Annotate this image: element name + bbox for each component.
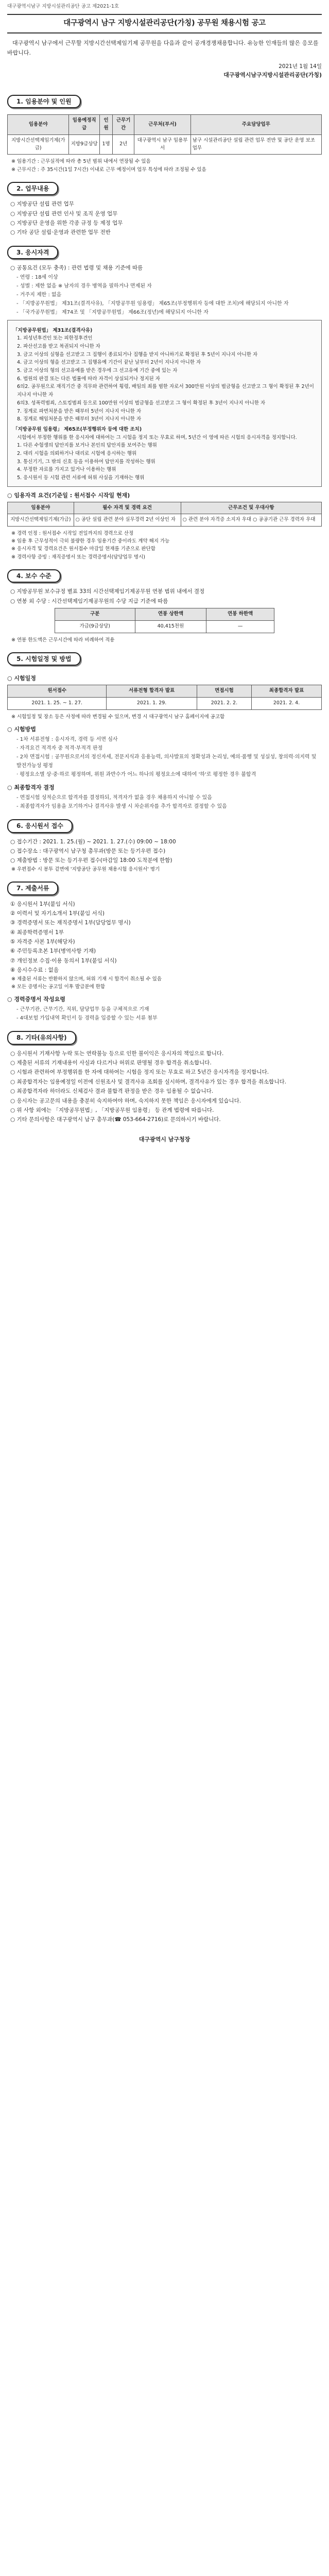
list-item: ② 이력서 및 자기소개서 1부(붙임 서식) [10,910,105,917]
section-5-heading: 5. 시험일정 및 방법 [7,652,81,666]
table-header: 근무조건 및 우대사항 [181,502,321,514]
qualification-table [7,502,322,527]
list-item: ○ 지방공단 설립 관련 업무 [10,201,74,208]
table-cell: 2021. 2. 2. [197,698,251,710]
legal-line: 7. 징계로 파면처분을 받은 때부터 5년이 지나지 아니한 자 [17,408,142,414]
list-item: · 평정요소별 상·중·하로 평정하며, 위원 과반수가 어느 하나의 평정요소에 대하여 '하'로 평정한 경우 불합격 [16,772,256,778]
legal-line: 2. 대리 시험을 의뢰하거나 대리로 시험에 응시하는 행위 [17,450,137,456]
schedule-table [7,685,322,709]
table-header: 연봉 상한액 [135,608,206,621]
salary-table [55,608,275,633]
list-item: ○ 공통요건 (모두 충족) : 관련 법령 및 채용 기준에 따름 [10,265,143,272]
table-header: 임용예정직급 [69,115,100,134]
legal-line: 1. 피성년후견인 또는 피한정후견인 [17,335,93,342]
section-note: ※ 임용기간 : 근무실적에 따라 총 5년 범위 내에서 연장될 수 있음 [11,159,151,165]
table-header: 근무기간 [113,115,134,134]
list-item: ○ 시험과 관련하여 부정행위를 한 자에 대하여는 시험을 정지 또는 무효로 하고 5년간 응시자격을 정지합니다. [10,1069,269,1076]
table-cell: 지방시간선택제임기제(가급) [8,514,74,527]
section-note: ※ 임용 후 근무성적이 극히 불량한 경우 임용기간 중이라도 계약 해지 가능 [11,538,170,545]
table-header: 임용분야 [8,115,69,134]
legal-line: 6. 법원의 판결 또는 다른 법률에 따라 자격이 상실되거나 정지된 자 [17,376,160,382]
list-item: ○ 접수장소 : 대구광역시 남구청 총무과(방문 또는 등기우편 접수) [10,848,166,855]
list-item: ④ 최종학력증명서 1부 [10,929,64,936]
list-item: ① 응시원서 1부(붙임 서식) [10,901,75,907]
table-cell: 40,415천원 [135,620,206,633]
table-cell: 지방시간선택제임기제(가급) [8,134,69,154]
table-header: 임용분야 [8,502,74,514]
table-cell: 2년 [113,134,134,154]
list-item: - 4대보험 가입내역 확인서 등 경력을 입증할 수 있는 서류 첨부 [16,1015,158,1022]
list-item: - 「국가공무원법」 제74조 및 「지방공무원법」 제66조(정년)에 해당되지 아니한 자 [16,309,209,315]
table-cell: — [206,620,274,633]
announce-org: 대구광역시남구지방시설관리공단(가칭) [223,71,322,78]
table-header: 연봉 하한액 [206,608,274,621]
table-cell: 대구광역시 남구 임용부서 [134,134,191,154]
list-item: ○ 연봉 외 수당 : 시간선택제임기제공무원의 수당 지급 기준에 따름 [10,598,168,604]
section-note: ※ 경력 인정 : 원서접수 시작일 전일까지의 경력으로 산정 [11,531,134,537]
list-item: - 성별 : 제한 없음 ※ 남자의 경우 병역을 필하거나 면제된 자 [16,283,152,289]
table-header: 원서접수 [8,685,107,698]
legal-box [7,320,322,487]
list-item: ○ 제출된 서류의 기재내용이 사실과 다르거나 허위로 판명될 경우 합격을 취소합니다. [10,1060,212,1066]
list-item: - 근무기관, 근무기간, 직위, 담당업무 등을 구체적으로 기재 [16,1007,149,1013]
list-item: ⑦ 개인정보 수집·이용 동의서 1부(붙임 서식) [10,957,117,964]
subsection-title: ○ 임용자격 요건(기준일 : 원서접수 시작일 현재) [7,492,130,499]
legal-line: 5. 금고 이상의 형의 선고유예를 받은 경우에 그 선고유예 기간 중에 있는 자 [17,368,178,374]
section-1-heading: 1. 임용분야 및 인원 [7,95,81,109]
table-header: 서류전형 합격자 발표 [107,685,197,698]
list-item: ○ 최종합격자는 임용예정일 이전에 신원조사 및 결격사유 조회를 실시하며, 결격사유가 있는 경우 합격을 취소합니다. [10,1078,286,1085]
legal-line: 3. 금고 이상의 실형을 선고받고 그 집행이 종료되거나 집행을 받지 아니하기로 확정된 후 5년이 지나지 아니한 자 [17,351,258,358]
list-item: - 거주지 제한 : 없음 [16,292,62,298]
list-item: ○ 지방공무원 보수규정 별표 33의 시간선택제임기제공무원 연봉 범위 내에서 결정 [10,588,205,595]
table-header: 필수 자격 및 경력 요건 [74,502,181,514]
table-header: 주요담당업무 [191,115,321,134]
table-header: 구분 [55,608,135,621]
table-header: 최종합격자 발표 [252,685,322,698]
list-item: ○ 최종합격자라 하더라도 신체검사 결과 불합격 판정을 받은 경우 임용될 수 없습니다. [10,1088,214,1095]
table-header: 근무처(부서) [134,115,191,134]
list-item: ○ 접수기간 : 2021. 1. 25.(월) ~ 2021. 1. 27.(수) 09:00 ~ 18:00 [10,838,176,845]
section-note: ※ 시험일정 및 장소 등은 사정에 따라 변경될 수 있으며, 변경 시 대구광역시 남구 홈페이지에 공고함 [11,714,225,720]
list-item: ○ 지방공단 운영을 위한 각종 규정 등 제정 업무 [10,220,123,227]
list-item: - 2차 면접시험 : 공무원으로서의 정신자세, 전문지식과 응용능력, 의사발표의 정확성과 논리성, 예의·품행 및 성실성, 창의력·의지력 및 발전가능성 평정 [16,754,317,769]
section-note: ※ 제출된 서류는 반환하지 않으며, 허위 기재 시 합격이 취소될 수 있음 [11,976,162,982]
legal-line: 6의2. 공무원으로 재직기간 중 직무와 관련하여 횡령, 배임의 죄를 범한 자로서 300만원 이상의 벌금형을 선고받고 그 형이 확정된 후 2년이 지나지 아니한 자 [17,384,314,398]
section-6-heading: 6. 응시원서 접수 [7,819,73,833]
list-item: ○ 응시자는 공고문의 내용을 충분히 숙지하여야 하며, 숙지하지 못한 책임은 응시자에게 있습니다. [10,1097,241,1104]
list-item: ⑥ 주민등록초본 1부(병역사항 기재) [10,948,96,955]
section-note: ※ 경력사항 증빙 : 재직증명서 또는 경력증명서(담당업무 명시) [11,554,145,560]
legal-line: 5. 응시원서 등 시험 관련 서류에 허위 사실을 기재하는 행위 [17,474,145,481]
legal-line: 1. 다른 수험생의 답안지를 보거나 본인의 답안지를 보여주는 행위 [17,443,157,449]
legal-line: 2. 파산선고를 받고 복권되지 아니한 자 [17,344,100,350]
table-header: 면접시험 [197,685,251,698]
list-item: ⑧ 응시수수료 : 없음 [10,967,59,974]
legal-line: 3. 통신기기, 그 밖의 신호 등을 이용하여 답안지를 작성하는 행위 [17,459,155,465]
section-note: ※ 연봉 한도액은 근무시간에 따라 비례하여 적용 [11,637,115,643]
legal-box-heading: 「지방공무원법」 제31조(결격사유) [13,327,93,333]
legal-line: 4. 금고 이상의 형을 선고받고 그 집행유예 기간이 끝난 날부터 2년이 지나지 아니한 자 [17,360,201,366]
table-cell: 2021. 1. 25. ~ 1. 27. [8,698,107,710]
section-2-heading: 2. 업무내용 [7,182,58,196]
positions-table [7,114,322,155]
subsection-title: ○ 경력증명서 작성요령 [7,995,65,1003]
legal-line: 시험에서 부정한 행위를 한 응시자에 대하여는 그 시험을 정지 또는 무효로 하며, 5년간 이 영에 따른 시험의 응시자격을 정지합니다. [17,434,297,440]
table-cell: 2021. 1. 29. [107,698,197,710]
section-8-heading: 8. 기타(유의사항) [7,1031,76,1045]
section-note: ※ 응시자격 및 경력요건은 원서접수 마감일 현재를 기준으로 판단함 [11,546,155,552]
list-item: - 면접시험 성적순으로 합격자를 결정하되, 적격자가 없을 경우 채용하지 아니할 수 있음 [16,795,212,801]
list-item: ⑤ 자격증 사본 1부(해당자) [10,939,75,945]
list-item: · 자격요건 적격자 중 적격·부적격 판정 [16,745,103,752]
legal-line: 6의3. 성폭력범죄, 스토킹범죄 등으로 100만원 이상의 벌금형을 선고받고 그 형이 확정된 후 3년이 지나지 아니한 자 [17,400,266,406]
list-item: ○ 제출방법 : 방문 또는 등기우편 접수(마감일 18:00 도착분에 한함) [10,857,172,864]
legal-line: 4. 부정한 자료를 가지고 있거나 이용하는 행위 [17,467,116,473]
list-item: ③ 경력증명서 또는 재직증명서 1부(담당업무 명시) [10,920,131,926]
section-note: ※ 근무시간 : 주 35시간(1일 7시간) 이내로 근무 예정이며 업무 특성에 따라 조정될 수 있음 [11,166,206,173]
subsection-title: ○ 최종합격자 결정 [7,784,55,791]
section-note: ※ 모든 증명서는 공고일 이후 발급분에 한함 [11,984,106,990]
subsection-title: ○ 시험일정 [7,675,36,682]
table-cell: ○ 공단 설립 관련 분야 실무경력 2년 이상인 자 [74,514,181,527]
announce-date: 2021년 1월 14일 [279,63,322,70]
table-cell: 지방9급상당 [69,134,100,154]
top-note: 대구광역시남구 지방시설관리공단 공고 제2021-1호 [7,4,119,9]
legal-line: 8. 징계로 해임처분을 받은 때부터 3년이 지나지 아니한 자 [17,416,142,422]
section-7-heading: 7. 제출서류 [7,882,58,895]
list-item: ○ 기타 공단 설립·운영과 관련한 업무 전반 [10,229,111,236]
page-title: 대구광역시 남구 지방시설관리공단(가칭) 공무원 채용시험 공고 [7,14,322,33]
table-cell: ○ 관련 분야 자격증 소지자 우대 ○ 공공기관 근무 경력자 우대 [181,514,321,527]
table-cell: 2021. 2. 4. [252,698,322,710]
table-cell: 가급(9급상당) [55,620,135,633]
intro-text: 대구광역시 남구에서 근무할 지방시간선택제임기제 공무원을 다음과 같이 공개경쟁채용합니다. 유능한 인재들의 많은 응모를 바랍니다. [7,40,319,56]
table-cell: 1명 [100,134,113,154]
legal-box-heading: 「지방공무원 임용령」 제65조(부정행위자 등에 대한 조치) [13,426,142,432]
table-cell: 남구 시설관리공단 설립 관련 업무 전반 및 공단 운영 보조 업무 [191,134,321,154]
table-header: 인원 [100,115,113,134]
list-item: - 연령 : 18세 이상 [16,274,58,280]
signature-line: 대구광역시 남구청장 [138,1136,191,1143]
list-item: ○ 위 사항 외에는 「지방공무원법」, 「지방공무원 임용령」 등 관계 법령에 따릅니다. [10,1107,214,1113]
list-item: - 최종합격자가 임용을 포기하거나 결격사유 발생 시 차순위자를 추가 합격자로 결정할 수 있음 [16,804,227,810]
list-item: ○ 기타 문의사항은 대구광역시 남구 총무과(☎ 053-664-2716)로 문의하시기 바랍니다. [10,1116,221,1123]
section-note: ※ 우편접수 시 봉투 겉면에 '지방공단 공무원 채용시험 응시원서' 명기 [11,866,160,872]
list-item: - 「지방공무원법」 제31조(결격사유), 「지방공무원 임용령」 제65조(부정행위자 등에 대한 조치)에 해당되지 아니한 자 [16,300,289,307]
list-item: - 1차 서류전형 : 응시자격, 경력 등 서면 심사 [16,737,118,743]
announcement-page [0,0,329,1154]
section-4-heading: 4. 보수 수준 [7,569,61,583]
list-item: ○ 응시원서 기재사항 누락 또는 연락불능 등으로 인한 불이익은 응시자의 책임으로 합니다. [10,1050,224,1057]
section-3-heading: 3. 응시자격 [7,246,58,260]
subsection-title: ○ 시험방법 [7,726,36,733]
list-item: ○ 지방공단 설립 관련 인사 및 조직 운영 업무 [10,210,118,217]
